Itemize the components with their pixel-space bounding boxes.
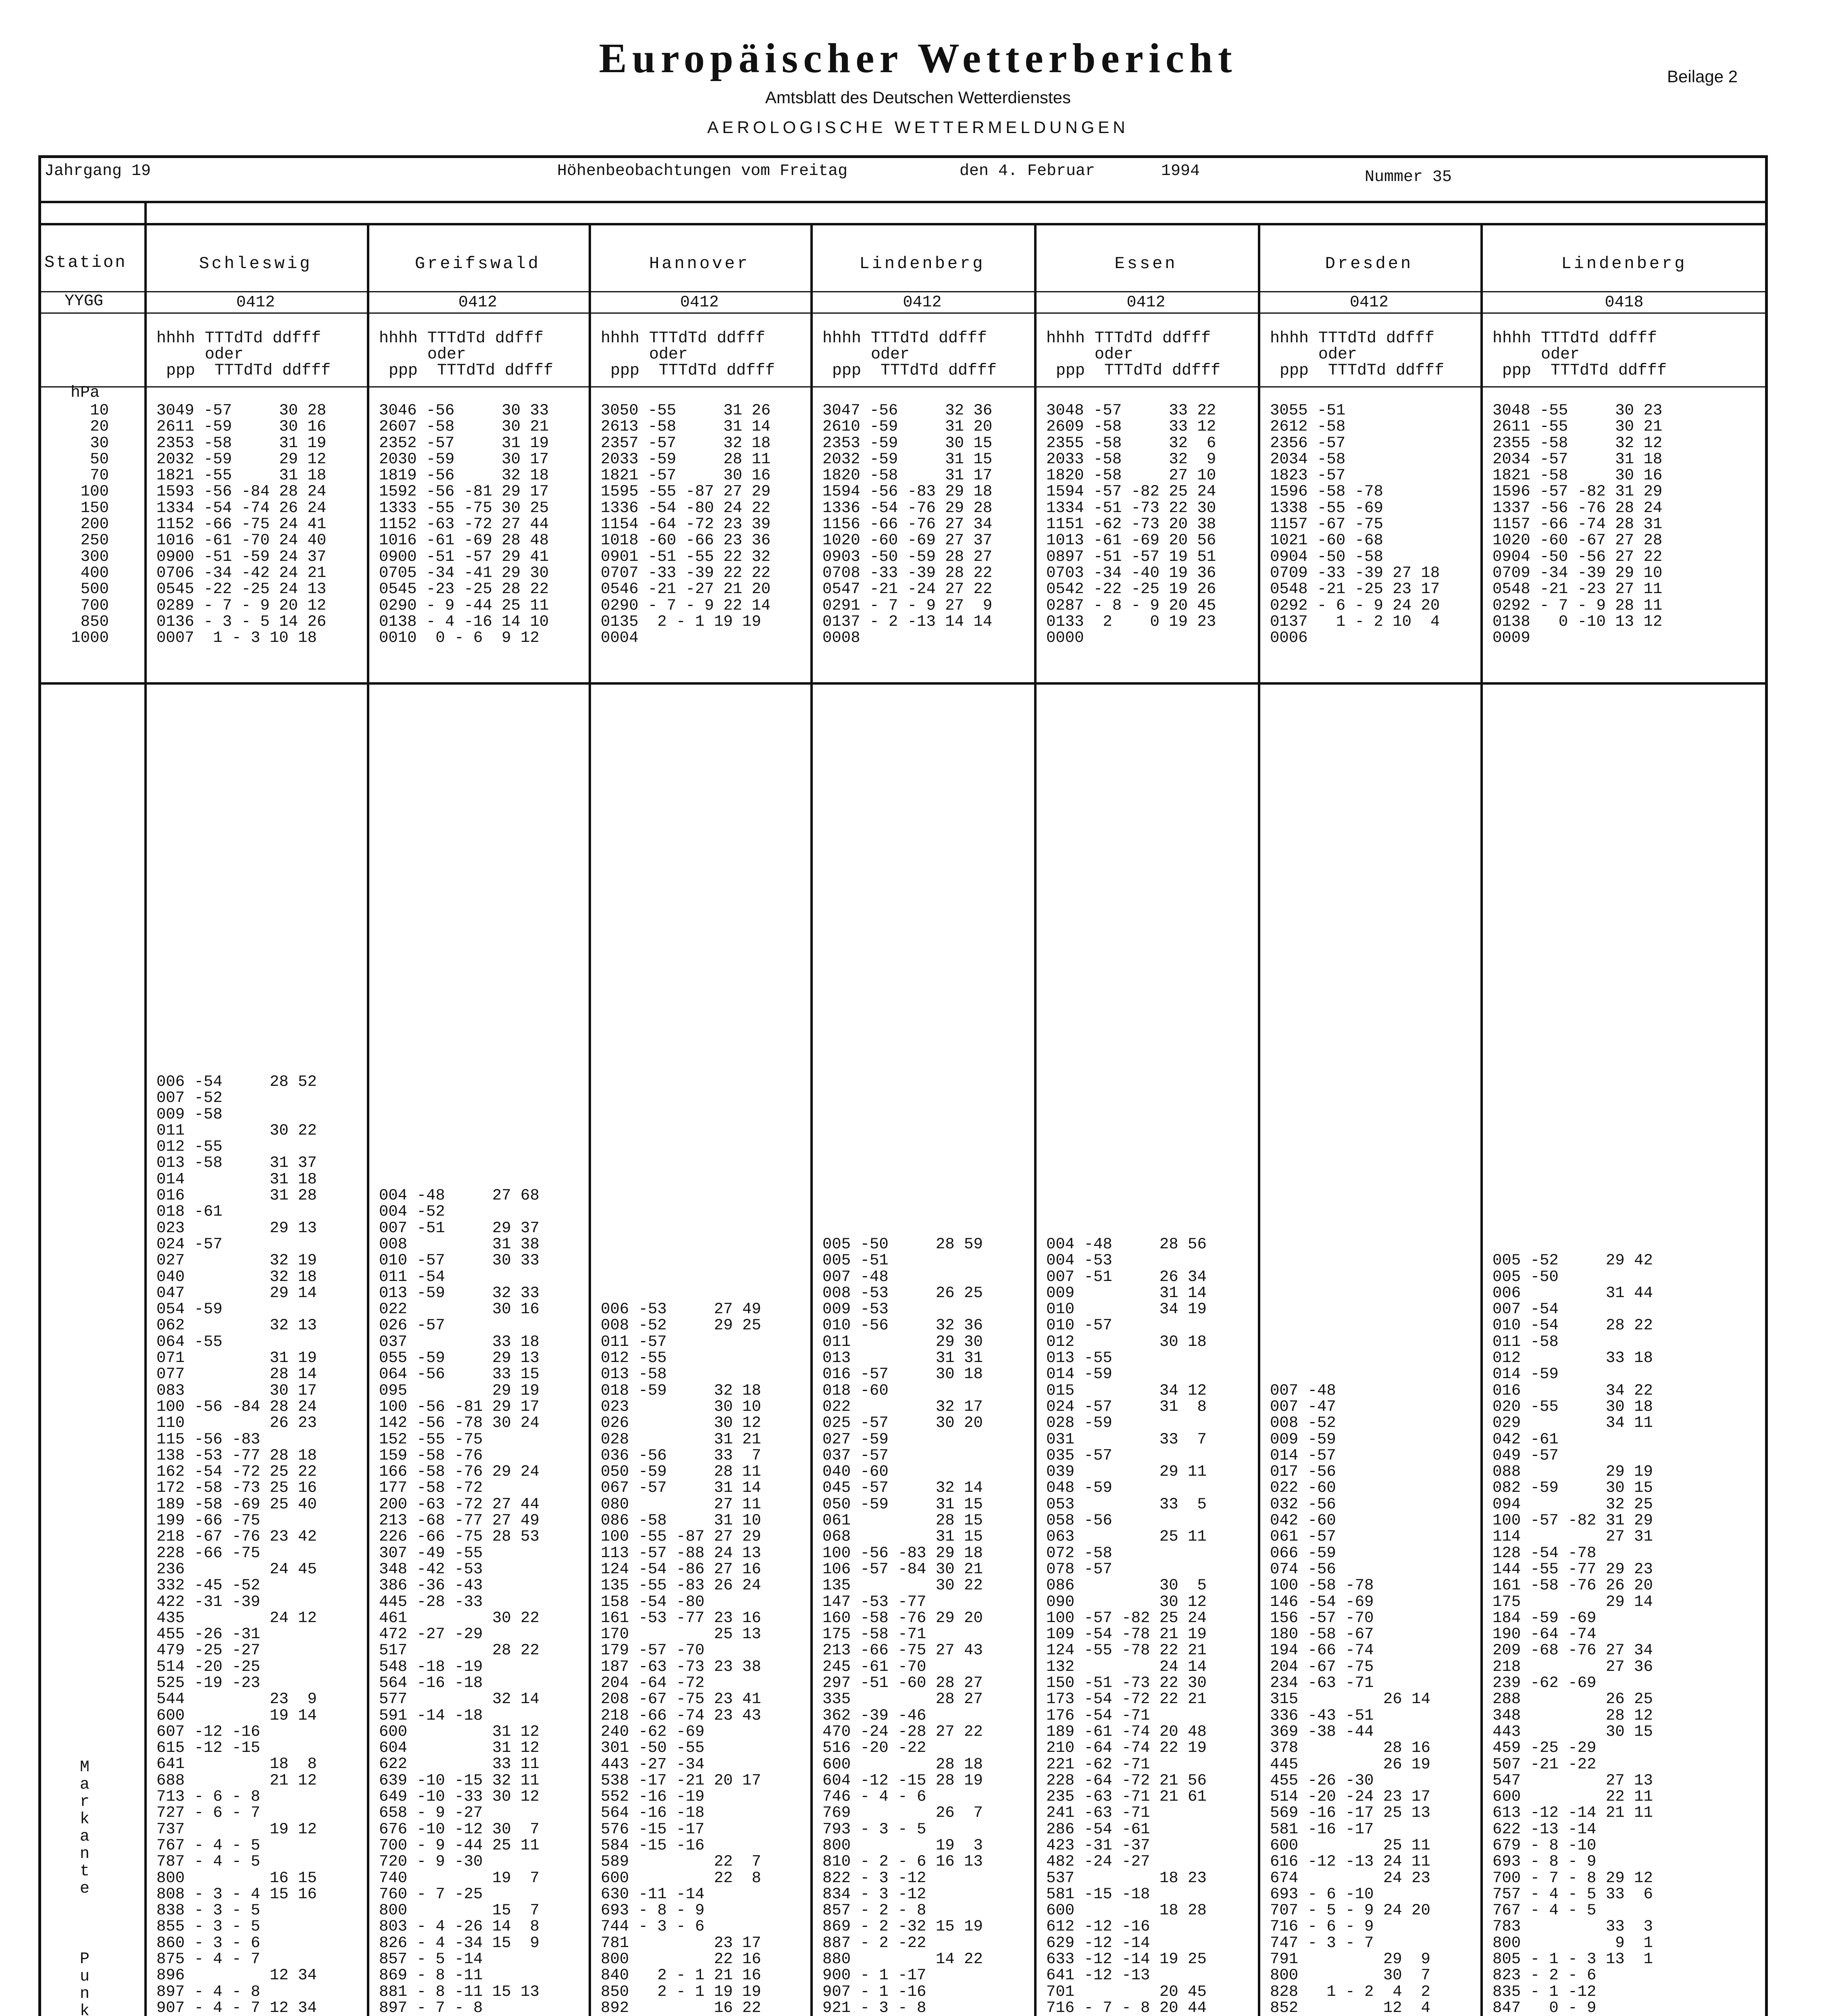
col-rule-6 bbox=[1258, 223, 1260, 2016]
station-name: Hannover bbox=[649, 254, 750, 273]
column-header-line: ppp TTTdTd ddfff bbox=[1270, 362, 1445, 380]
standard-levels: 3055 -51 2612 -58 2356 -57 2034 -58 1823 -57 1596 -58 -78 1338 -55 -69 1157 -67 -75 1021 -60 -68 0904 -50 -58 0709 -33 -39 27 18 0548 -21 -25 23 17 0292 - 6 - 9 24 20 0137 1 - 2 10 4 0006 bbox=[1270, 402, 1440, 647]
column-header bbox=[1493, 331, 1667, 379]
significant-points: 006 -53 27 49 008 -52 29 25 011 -57 012 -55 013 -58 018 -59 32 18 023 30 10 026 30 12 028 31 21 036 -56 33 7 050 -59 28 11 067 -57 31 14 080 27 11 086 -58 31 10 100 -55 -87 27 29 113 -57 -88 24 13 124 -54 -86 27 16 135 -55 -83 26 24 158 -54 -80 161 -53 -77 23 16 170 25 13 179 -57 -70 187 -63 -73 23 38 204 -64 -72 208 -67 -75 23 41 218 -66 -74 23 43 240 -62 -69 301 -50 -55 443 -27 -34 538 -17 -21 20 17 552 -16 -19 564 -16 -18 576 -15 -17 584 -15 -16 589 22 7 600 22 8 630 -11 -14 693 - 8 - 9 744 - 3 - 6 781 23 17 800 22 16 840 2 - 1 21 16 850 2 - 1 19 19 892 16 22 bbox=[601, 1300, 761, 2016]
standard-levels: 3046 -56 30 33 2607 -58 30 21 2352 -57 31 19 2030 -59 30 17 1819 -56 32 18 1592 -56 -81 29 17 1333 -55 -75 30 25 1152 -63 -72 27 44 1016 -61 -69 28 48 0900 -51 -57 29 41 0705 -34 -41 29 30 0545 -23 -25 28 22 0290 - 9 -44 25 11 0138 - 4 -16 14 10 0010 0 - 6 9 12 bbox=[379, 402, 549, 647]
station-yygg: 0412 bbox=[236, 294, 275, 312]
column-header-line: ppp TTTdTd ddfff bbox=[822, 362, 997, 380]
info-row-rule bbox=[38, 201, 1768, 203]
column-header-line: ppp TTTdTd ddfff bbox=[1046, 362, 1221, 380]
significant-points: 005 -52 29 42 005 -50 006 31 44 007 -54 010 -54 28 22 011 -58 012 33 18 014 -59 016 34 22 020 -55 30 18 029 34 11 042 -61 049 -57 088 29 19 082 -59 30 15 094 32 25 100 -57 -82 31 29 114 27 31 128 -54 -78 144 -55 -77 29 23 161 -58 -76 26 20 175 29 14 184 -59 -69 190 -64 -74 209 -68 -76 27 34 218 27 36 239 -62 -69 288 26 25 348 28 12 443 30 15 459 -25 -29 507 -21 -22 547 27 13 600 22 11 613 -12 -14 21 11 622 -13 -14 679 - 8 -10 693 - 8 - 9 700 - 7 - 8 29 12 757 - 4 - 5 33 6 767 - 4 - 5 783 33 3 800 9 1 805 - 1 - 3 13 1 823 - 2 - 6 835 - 1 -12 847 0 - 9 bbox=[1493, 1252, 1653, 2016]
colhead-rule bbox=[38, 386, 1768, 387]
standard-levels: 3048 -57 33 22 2609 -58 33 12 2355 -58 32 6 2033 -58 32 9 1820 -58 27 10 1594 -57 -82 25 24 1334 -51 -73 22 30 1151 -62 -73 20 38 1013 -61 -69 20 56 0897 -51 -57 19 51 0703 -34 -40 19 36 0542 -22 -25 19 26 0287 - 8 - 9 20 45 0133 2 0 19 23 0000 bbox=[1046, 402, 1216, 647]
col-rule-1 bbox=[144, 201, 147, 2016]
station-yygg: 0418 bbox=[1605, 294, 1644, 312]
column-header-line: ppp TTTdTd ddfff bbox=[1493, 362, 1667, 380]
station-yygg: 0412 bbox=[458, 294, 497, 312]
column-header bbox=[822, 331, 997, 379]
column-header-line: hhhh TTTdTd ddfff bbox=[156, 329, 321, 348]
name-rule bbox=[38, 291, 1768, 292]
standard-levels: 3050 -55 31 26 2613 -58 31 14 2357 -57 32 18 2033 -59 28 11 1821 -57 30 16 1595 -55 -87 27 29 1336 -54 -80 24 22 1154 -64 -72 23 39 1018 -60 -66 23 36 0901 -51 -55 22 32 0707 -33 -39 22 22 0546 -21 -27 21 20 0290 - 7 - 9 22 14 0135 2 - 1 19 19 0004 bbox=[601, 402, 771, 647]
station-label: Station bbox=[44, 253, 127, 272]
station-name: Lindenberg bbox=[859, 254, 985, 273]
column-header-line: hhhh TTTdTd ddfff bbox=[1046, 329, 1211, 348]
column-header-line: oder bbox=[601, 346, 688, 364]
column-header-line: hhhh TTTdTd ddfff bbox=[379, 329, 544, 348]
beilage-label: Beilage 2 bbox=[1667, 67, 1738, 86]
standard-levels: 3049 -57 30 28 2611 -59 30 16 2353 -58 31 19 2032 -59 29 12 1821 -55 31 18 1593 -56 -84 28 24 1334 -54 -74 26 24 1152 -66 -75 24 41 1016 -61 -70 24 40 0900 -51 -59 24 37 0706 -34 -42 24 21 0545 -22 -25 24 13 0289 - 7 - 9 20 12 0136 - 3 - 5 14 26 0007 1 - 3 10 18 bbox=[156, 402, 327, 647]
significant-points: 007 -48 007 -47 008 -52 009 -59 014 -57 017 -56 022 -60 032 -56 042 -60 061 -57 066 -59 074 -56 100 -58 -78 146 -54 -69 156 -57 -70 180 -58 -67 194 -66 -74 204 -67 -75 234 -63 -71 315 26 14 336 -43 -51 369 -38 -44 378 28 16 445 26 19 455 -26 -30 514 -20 -24 23 17 569 -16 -17 25 13 581 -16 -17 600 25 11 616 -12 -13 24 11 674 24 23 693 - 6 -10 707 - 5 - 9 24 20 716 - 6 - 9 747 - 3 - 7 791 29 9 800 30 7 828 1 - 2 4 2 852 12 4 bbox=[1270, 1381, 1430, 2016]
jahrgang-label: Jahrgang 19 bbox=[44, 162, 151, 180]
column-header-line: ppp TTTdTd ddfff bbox=[379, 362, 554, 380]
station-name: Greifswald bbox=[414, 254, 541, 273]
page-title: Europäischer Wetterbericht bbox=[599, 35, 1237, 81]
standard-levels: 3048 -55 30 23 2611 -55 30 21 2355 -58 32 12 2034 -57 31 18 1821 -58 30 16 1596 -57 -82 31 29 1337 -56 -76 28 24 1157 -66 -74 28 31 1020 -60 -67 27 28 0904 -50 -56 27 22 0709 -34 -39 29 10 0548 -21 -23 27 11 0292 - 7 - 9 28 11 0138 0 -10 13 12 0009 bbox=[1493, 402, 1663, 647]
column-header-line: ppp TTTdTd ddfff bbox=[156, 362, 331, 380]
marks-word-markante: M a r k a n t e bbox=[79, 1758, 90, 1898]
significant-points: 005 -50 28 59 005 -51 007 -48 008 -53 26 25 009 -53 010 -56 32 36 011 29 30 013 31 31 016 -57 30 18 018 -60 022 32 17 025 -57 30 20 027 -59 037 -57 040 -60 045 -57 32 14 050 -59 31 15 061 28 15 068 31 15 100 -56 -83 29 18 106 -57 -84 30 21 135 30 22 147 -53 -77 160 -58 -76 29 20 175 -58 -71 213 -66 -75 27 43 245 -61 -70 297 -51 -60 28 27 335 28 27 362 -39 -46 470 -24 -28 27 22 516 -20 -22 600 28 18 604 -12 -15 28 19 746 - 4 - 6 769 26 7 793 - 3 - 5 800 19 3 810 - 2 - 6 16 13 822 - 3 -12 834 - 3 -12 857 - 2 - 8 869 - 2 -32 15 19 887 - 2 -22 880 14 22 900 - 1 -17 907 - 1 -16 921 - 3 - 8 bbox=[822, 1235, 983, 2016]
column-header-line: hhhh TTTdTd ddfff bbox=[1493, 329, 1657, 348]
col-rule-2 bbox=[367, 223, 369, 2016]
observation-label: Höhenbeobachtungen vom Freitag bbox=[557, 162, 848, 180]
date-label: den 4. Februar bbox=[960, 162, 1095, 180]
column-header-line: hhhh TTTdTd ddfff bbox=[1270, 329, 1435, 348]
section-title: AEROLOGISCHE WETTERMELDUNGEN bbox=[707, 118, 1129, 137]
column-header bbox=[1046, 331, 1220, 379]
station-yygg: 0412 bbox=[1349, 294, 1388, 312]
station-yygg: 0412 bbox=[1126, 294, 1166, 312]
column-header bbox=[1270, 331, 1444, 379]
column-header bbox=[156, 331, 331, 379]
column-header-line: hhhh TTTdTd ddfff bbox=[601, 329, 766, 348]
station-yygg: 0412 bbox=[903, 294, 942, 312]
yygg-label: YYGG bbox=[65, 292, 104, 310]
station-name: Dresden bbox=[1325, 254, 1413, 273]
column-header bbox=[601, 331, 775, 379]
pressure-levels: 10 20 30 50 70 100 150 200 250 300 400 500 700 850 1000 bbox=[71, 402, 109, 647]
significant-points: 006 -54 28 52 007 -52 009 -58 011 30 22 012 -55 013 -58 31 37 014 31 18 016 31 28 018 -61 023 29 13 024 -57 027 32 19 040 32 18 047 29 14 054 -59 062 32 13 064 -55 071 31 19 077 28 14 083 30 17 100 -56 -84 28 24 110 26 23 115 -56 -83 138 -53 -77 28 18 162 -54 -72 25 22 172 -58 -73 25 16 189 -58 -69 25 40 199 -66 -75 218 -67 -76 23 42 228 -66 -75 236 24 45 332 -45 -52 422 -31 -39 435 24 12 455 -26 -31 479 -25 -27 514 -20 -25 525 -19 -23 544 23 9 600 19 14 607 -12 -16 615 -12 -15 641 18 8 688 21 12 713 - 6 - 8 727 - 6 - 7 737 19 12 767 - 4 - 5 787 - 4 - 5 800 16 15 808 - 3 - 4 15 16 838 - 3 - 5 855 - 3 - 5 860 - 3 - 6 875 - 4 - 7 896 12 34 897 - 4 - 8 907 - 4 - 7 12 34 bbox=[156, 1073, 317, 2016]
col-rule-4 bbox=[810, 223, 813, 2016]
marks-word-punkte: P u n k bbox=[79, 1950, 90, 2016]
column-header-line: oder bbox=[379, 346, 466, 364]
header-band-rule bbox=[38, 223, 1768, 225]
page-subtitle: Amtsblatt des Deutschen Wetterdienstes bbox=[765, 88, 1071, 107]
column-header-line: oder bbox=[822, 346, 910, 364]
yygg-rule bbox=[38, 312, 1768, 314]
year-label: 1994 bbox=[1161, 162, 1200, 180]
issue-number: Nummer 35 bbox=[1365, 168, 1452, 186]
hpa-label: hPa bbox=[71, 384, 100, 402]
column-header-line: oder bbox=[1046, 346, 1134, 364]
col-rule-5 bbox=[1034, 223, 1037, 2016]
column-header bbox=[379, 331, 553, 379]
significant-points: 004 -48 28 56 004 -53 007 -51 26 34 009 31 14 010 34 19 010 -57 012 30 18 013 -55 014 -59 015 34 12 024 -57 31 8 028 -59 031 33 7 035 -57 039 29 11 048 -59 053 33 5 058 -56 063 25 11 072 -58 078 -57 086 30 5 090 30 12 100 -57 -82 25 24 109 -54 -78 21 19 124 -55 -78 22 21 132 24 14 150 -51 -73 22 30 173 -54 -72 22 21 176 -54 -71 189 -61 -74 20 48 210 -64 -74 22 19 221 -62 -71 228 -64 -72 21 56 235 -63 -71 21 61 241 -63 -71 286 -54 -61 423 -31 -37 482 -24 -27 537 18 23 581 -15 -18 600 18 28 612 -12 -16 629 -12 -14 633 -12 -14 19 25 641 -12 -13 701 20 45 716 - 7 - 8 20 44 bbox=[1046, 1235, 1207, 2016]
standard-block-rule bbox=[38, 682, 1768, 685]
station-name: Essen bbox=[1114, 254, 1178, 273]
column-header-line: hhhh TTTdTd ddfff bbox=[822, 329, 987, 348]
column-header-line: oder bbox=[1270, 346, 1357, 364]
station-yygg: 0412 bbox=[680, 294, 719, 312]
col-rule-7 bbox=[1480, 223, 1483, 2016]
column-header-line: ppp TTTdTd ddfff bbox=[601, 362, 775, 380]
column-header-line: oder bbox=[1493, 346, 1580, 364]
station-name: Schleswig bbox=[199, 254, 312, 273]
station-name: Lindenberg bbox=[1561, 254, 1687, 273]
standard-levels: 3047 -56 32 36 2610 -59 31 20 2353 -59 30 15 2032 -59 31 15 1820 -58 31 17 1594 -56 -83 29 18 1336 -54 -76 29 28 1156 -66 -76 27 34 1020 -60 -69 27 37 0903 -50 -59 28 27 0708 -33 -39 28 22 0547 -21 -24 27 22 0291 - 7 - 9 27 9 0137 - 2 -13 14 14 0008 bbox=[822, 402, 993, 647]
column-header-line: oder bbox=[156, 346, 244, 364]
significant-points: 004 -48 27 68 004 -52 007 -51 29 37 008 31 38 010 -57 30 33 011 -54 013 -59 32 33 022 30 16 026 -57 037 33 18 055 -59 29 13 064 -56 33 15 095 29 19 100 -56 -81 29 17 142 -56 -78 30 24 152 -55 -75 159 -58 -76 166 -58 -76 29 24 177 -58 -72 200 -63 -72 27 44 213 -68 -77 27 49 226 -66 -75 28 53 307 -49 -55 348 -42 -53 386 -36 -43 445 -28 -33 461 30 22 472 -27 -29 517 28 22 548 -18 -19 564 -16 -18 577 32 14 591 -14 -18 600 31 12 604 31 12 622 33 11 639 -10 -15 32 11 649 -10 -33 30 12 658 - 9 -27 676 -10 -12 30 7 700 - 9 -44 25 11 720 - 9 -30 740 19 7 760 - 7 -25 800 15 7 803 - 4 -26 14 8 826 - 4 -34 15 9 857 - 5 -14 869 - 8 -11 881 - 8 -11 15 13 897 - 7 - 8 bbox=[379, 1187, 539, 2016]
col-rule-3 bbox=[589, 223, 591, 2016]
